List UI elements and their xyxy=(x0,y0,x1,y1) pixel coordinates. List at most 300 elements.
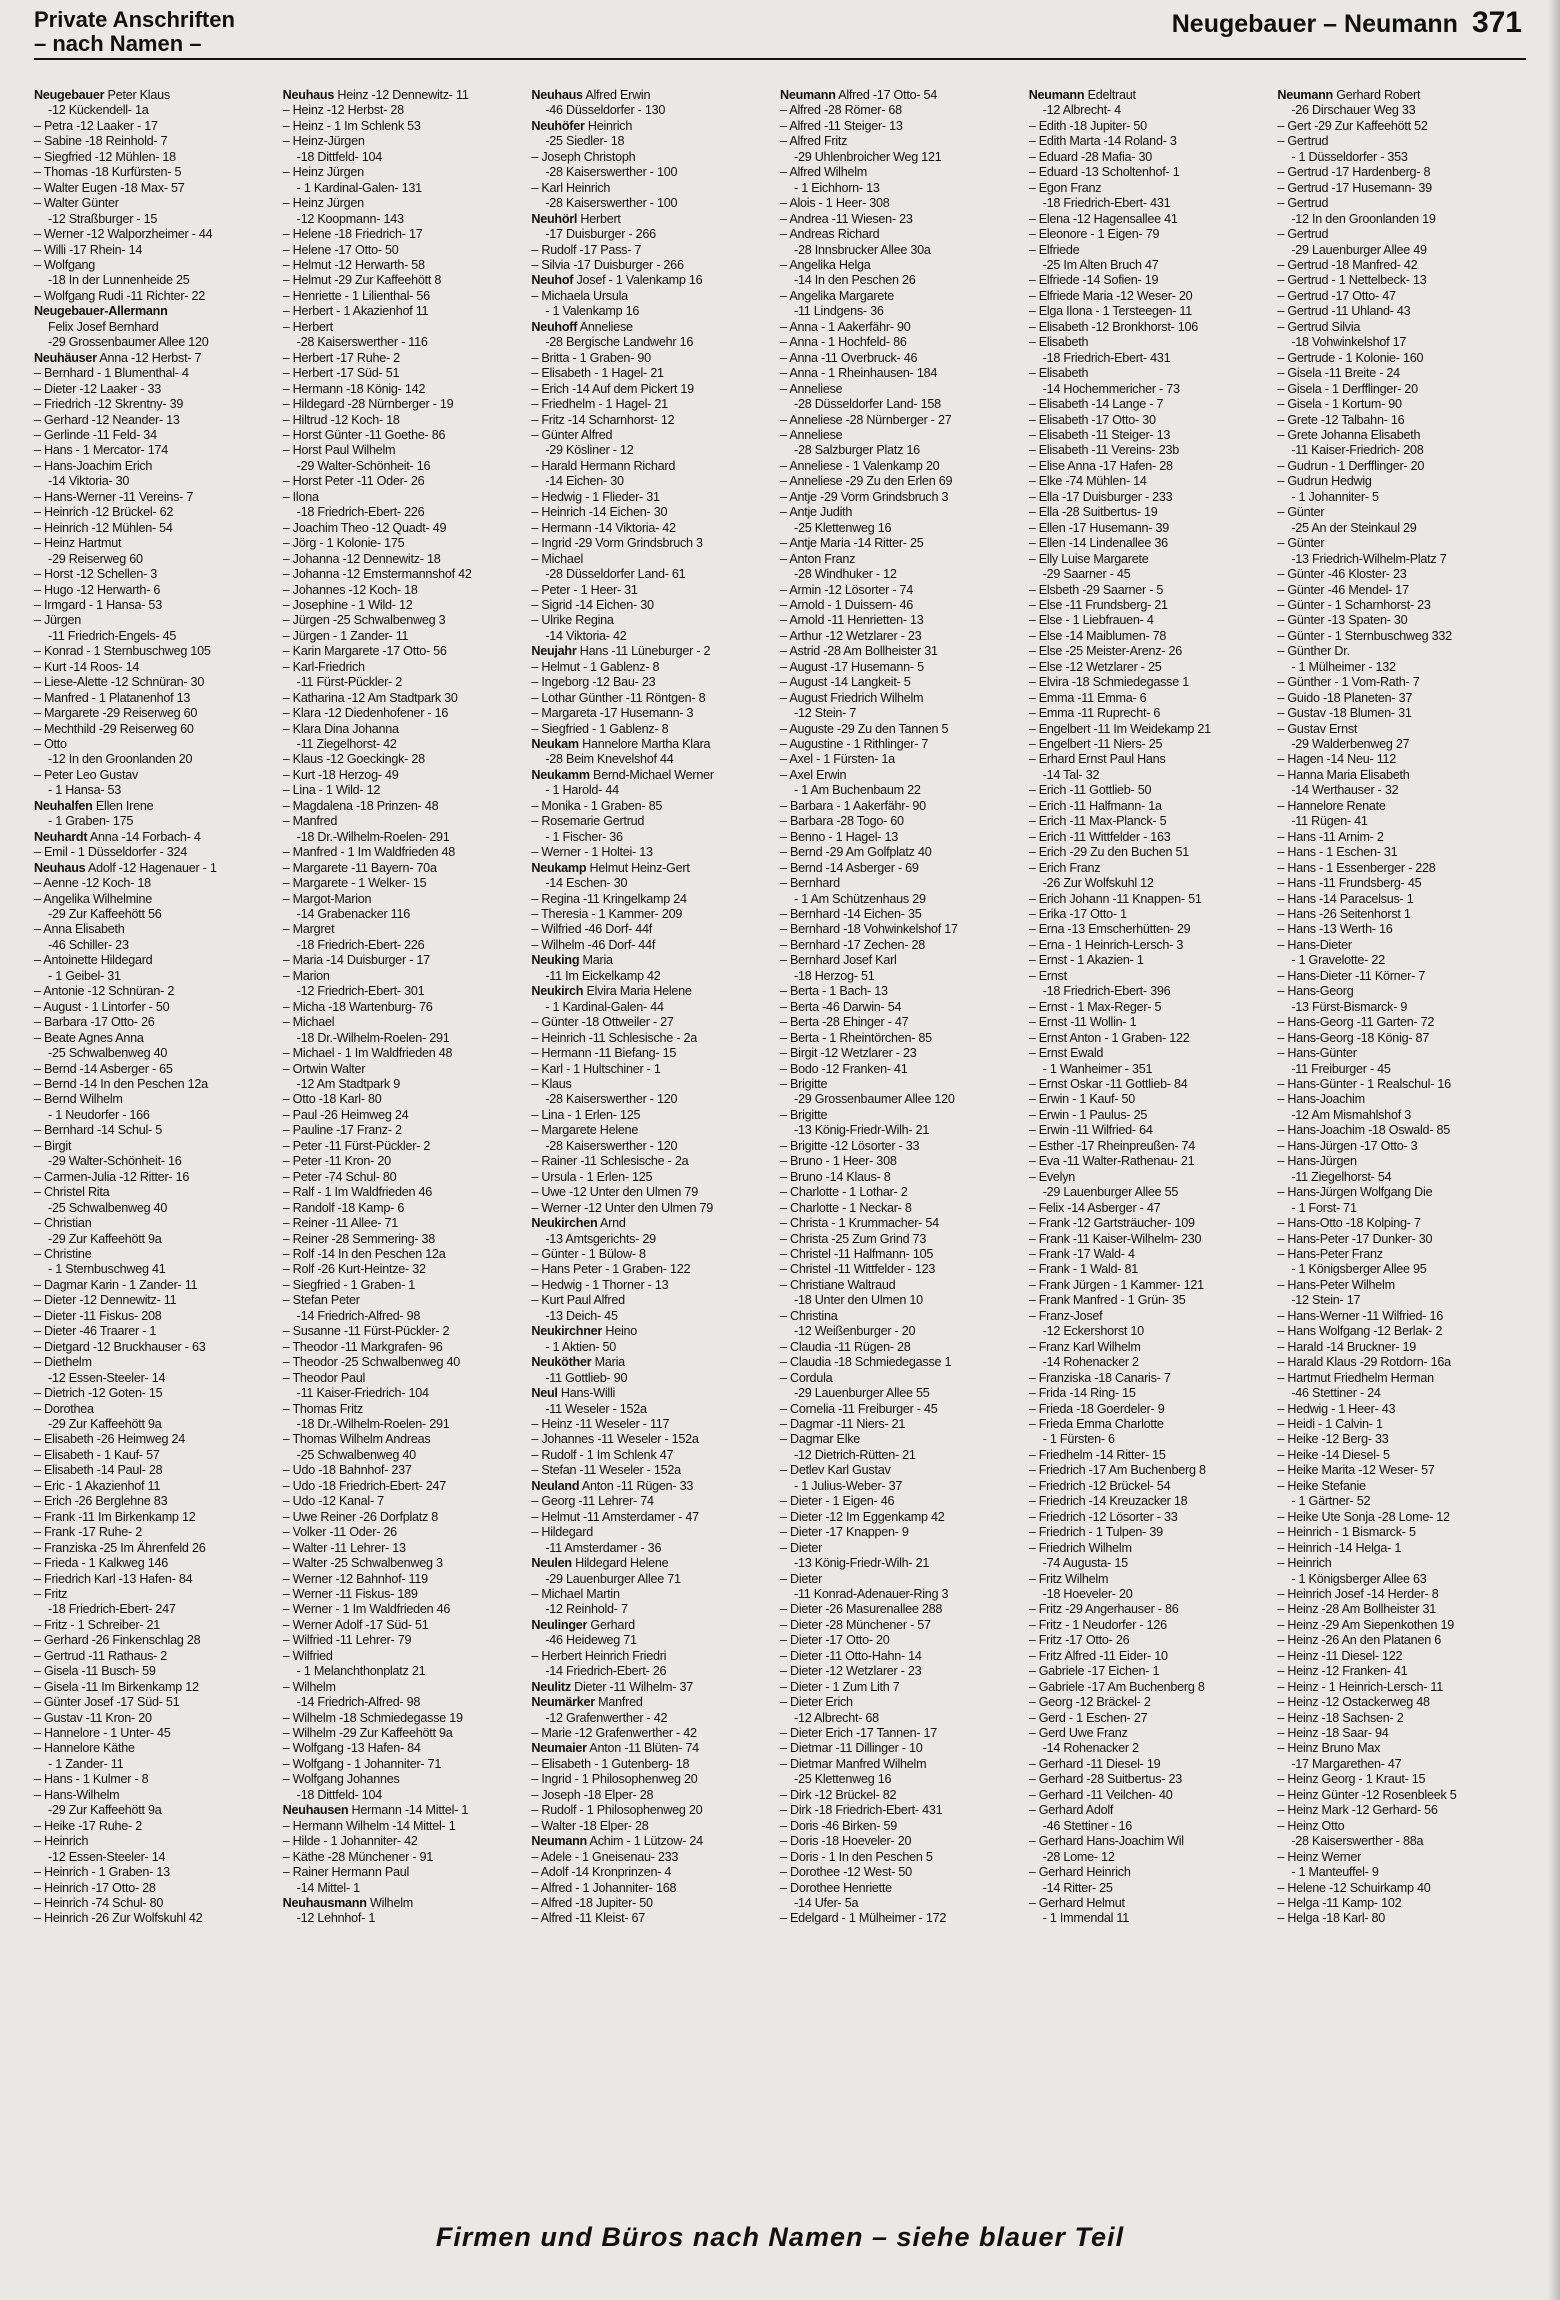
entry-text: -12 Reinhold- 7 xyxy=(545,1602,628,1617)
entry-text: – Emma -11 Emma- 6 xyxy=(1028,690,1147,705)
entry-text: – Ernst Anton - 1 Graben- 122 xyxy=(1028,1030,1190,1045)
entry-text: – Michael - 1 Im Waldfrieden 48 xyxy=(282,1046,453,1061)
directory-entry xyxy=(283,1896,530,1911)
entry-text: – Helmut -29 Zur Kaffeehött 8 xyxy=(282,273,442,288)
entry-text: -18 Friedrich-Ebert- 247 xyxy=(48,1602,176,1617)
entry-text: – Wolfgang - 1 Johanniter- 71 xyxy=(282,1756,442,1771)
entry-text: – Hans-Wilhelm xyxy=(34,1787,120,1802)
entry-text: – Irmgard - 1 Hansa- 53 xyxy=(34,597,162,612)
entry-text: Anna -14 Forbach- 4 xyxy=(87,829,201,844)
directory-entry xyxy=(1029,1432,1276,1447)
entry-text: – Ella -17 Duisburger - 233 xyxy=(1028,489,1173,504)
directory-entry xyxy=(1029,1232,1276,1247)
entry-text: – Karl Heinrich xyxy=(531,180,611,195)
entry-text: – Michael Martin xyxy=(531,1586,620,1601)
entry-text: – Ulrike Regina xyxy=(531,613,614,628)
entry-text: – Friedrich -17 Am Buchenberg 8 xyxy=(1028,1463,1206,1478)
directory-entry xyxy=(1277,103,1524,118)
directory-entry xyxy=(1277,320,1524,335)
directory-entry xyxy=(780,1309,1027,1324)
directory-entry xyxy=(1029,474,1276,489)
entry-text: -29 Zur Kaffeehött 56 xyxy=(48,907,162,922)
directory-entry xyxy=(283,953,530,968)
directory-entry xyxy=(1029,505,1276,520)
entry-text: -12 Koopmann- 143 xyxy=(296,211,404,226)
directory-entry xyxy=(531,521,778,536)
entry-text: – Michael xyxy=(282,1015,335,1030)
directory-entry xyxy=(780,459,1027,474)
directory-entry xyxy=(531,1031,778,1046)
entry-text: – Harald Klaus -29 Rotdorn- 16a xyxy=(1277,1355,1451,1370)
entry-text: Alfred -17 Otto- 54 xyxy=(835,88,938,102)
entry-text: -12 Friedrich-Ebert- 301 xyxy=(296,984,425,999)
entry-text: – Elisabeth -12 Bronkhorst- 106 xyxy=(1028,319,1199,334)
directory-entry xyxy=(531,1123,778,1138)
directory-entry xyxy=(283,1185,530,1200)
entry-text: – Otto -18 Karl- 80 xyxy=(282,1092,382,1107)
entry-text: -14 Ufer- 5a xyxy=(794,1896,859,1911)
directory-entry xyxy=(1029,181,1276,196)
entry-text: -12 Straßburger - 15 xyxy=(48,211,158,226)
entry-text: -12 Kückendell- 1a xyxy=(48,103,149,118)
directory-entry xyxy=(283,675,530,690)
entry-text: – Antje Maria -14 Ritter- 25 xyxy=(780,536,924,551)
entry-text: – Erich -11 Wittfelder - 163 xyxy=(1028,829,1171,844)
directory-entry xyxy=(283,227,530,242)
directory-entry xyxy=(531,1896,778,1911)
entry-text: – Walter -18 Elper- 28 xyxy=(531,1818,649,1833)
directory-entry xyxy=(1029,1711,1276,1726)
directory-entry xyxy=(780,1541,1027,1556)
directory-entry xyxy=(531,675,778,690)
directory-entry xyxy=(34,876,281,891)
directory-entry xyxy=(531,1262,778,1277)
entry-text: – Ingrid -29 Vorm Grindsbruch 3 xyxy=(531,536,703,551)
entry-text: – Anneliese xyxy=(780,427,843,442)
entry-text: – Franz-Josef xyxy=(1028,1308,1103,1323)
entry-text: – Barbara -17 Otto- 26 xyxy=(34,1015,155,1030)
directory-entry xyxy=(780,335,1027,350)
entry-text: – Heike Ute Sonja -28 Lome- 12 xyxy=(1277,1509,1450,1524)
entry-text: – Anna - 1 Hochfeld- 86 xyxy=(780,335,907,350)
directory-entry xyxy=(1277,134,1524,149)
entry-text: – Anna - 1 Aakerfähr- 90 xyxy=(780,319,911,334)
directory-entry xyxy=(283,1123,530,1138)
directory-entry xyxy=(780,567,1027,582)
entry-text: -14 Rohenacker 2 xyxy=(1042,1741,1139,1756)
entry-text: -14 Hochemmericher - 73 xyxy=(1042,381,1180,396)
entry-text: – Klaus xyxy=(531,1077,572,1091)
surname-headword: Neumärker xyxy=(531,1695,595,1710)
directory-entry xyxy=(531,1355,778,1370)
directory-entry xyxy=(1029,1664,1276,1679)
directory-entry xyxy=(1029,1680,1276,1695)
entry-text: – Gisela -11 Breite - 24 xyxy=(1277,366,1400,381)
entry-text: -46 Schiller- 23 xyxy=(48,937,129,952)
directory-entry xyxy=(1029,165,1276,180)
entry-text: – Astrid -28 Am Bollheister 31 xyxy=(780,644,938,659)
directory-entry xyxy=(34,969,281,984)
entry-text: – Else -11 Frundsberg- 21 xyxy=(1028,597,1168,612)
directory-entry xyxy=(1029,953,1276,968)
directory-entry xyxy=(531,830,778,845)
directory-entry xyxy=(1029,366,1276,381)
directory-entry xyxy=(1277,1015,1524,1030)
entry-text: – Augustine - 1 Rithlinger- 7 xyxy=(780,737,929,752)
directory-entry xyxy=(780,1463,1027,1478)
directory-entry xyxy=(34,1572,281,1587)
entry-text: Manfred xyxy=(594,1695,643,1710)
directory-entry xyxy=(531,1185,778,1200)
entry-text: -28 Kaiserswerther - 88a xyxy=(1291,1834,1424,1849)
entry-text: – Ella -28 Suitbertus- 19 xyxy=(1028,505,1158,520)
directory-entry xyxy=(1277,490,1524,505)
directory-entry xyxy=(780,1525,1027,1540)
entry-text: – Ingeborg -12 Bau- 23 xyxy=(531,675,656,690)
entry-text: – Reiner -11 Allee- 71 xyxy=(282,1216,399,1231)
entry-text: – Elisabeth xyxy=(1028,335,1089,350)
directory-entry xyxy=(283,1139,530,1154)
directory-entry xyxy=(1277,289,1524,304)
directory-entry xyxy=(283,1324,530,1339)
surname-headword: Neumaier xyxy=(531,1741,587,1756)
directory-entry xyxy=(1277,892,1524,907)
directory-entry xyxy=(34,88,281,103)
directory-entry xyxy=(780,876,1027,891)
directory-entry xyxy=(780,1077,1027,1092)
entry-text: – Gertrud -17 Hardenberg- 8 xyxy=(1277,165,1431,180)
entry-text: – Heinrich - 1 Graben- 13 xyxy=(34,1865,170,1880)
entry-text: – Fritz -29 Angerhauser - 86 xyxy=(1028,1602,1179,1617)
entry-text: – Elisabeth -17 Otto- 30 xyxy=(1028,412,1156,427)
entry-text: – Andrea -11 Wiesen- 23 xyxy=(780,211,913,226)
entry-text: – Dietgard -12 Bruckhauser - 63 xyxy=(34,1339,206,1354)
entry-text: - 1 Julius-Weber- 37 xyxy=(794,1478,903,1493)
directory-entry xyxy=(1277,1510,1524,1525)
directory-entry xyxy=(34,1602,281,1617)
directory-entry xyxy=(780,1000,1027,1015)
entry-text: – Heidi - 1 Calvin- 1 xyxy=(1277,1416,1383,1431)
directory-entry xyxy=(1029,1278,1276,1293)
directory-entry xyxy=(1277,830,1524,845)
directory-entry xyxy=(1029,768,1276,783)
entry-text: – Elfriede Maria -12 Weser- 20 xyxy=(1028,288,1193,303)
directory-entry xyxy=(531,150,778,165)
entry-text: – Heinz -12 Herbst- 28 xyxy=(282,103,404,118)
directory-entry xyxy=(1029,1494,1276,1509)
directory-column-5 xyxy=(1029,88,1278,2188)
directory-entry xyxy=(1029,536,1276,551)
entry-text: -18 Friedrich-Ebert- 226 xyxy=(296,937,425,952)
directory-entry xyxy=(1029,1015,1276,1030)
surname-headword: Neugebauer xyxy=(34,88,105,102)
directory-entry xyxy=(531,922,778,937)
directory-entry xyxy=(531,103,778,118)
directory-entry xyxy=(283,1262,530,1277)
directory-entry xyxy=(34,1417,281,1432)
entry-text: – Dagmar Elke xyxy=(780,1432,861,1447)
entry-text: – Günther - 1 Vom-Rath- 7 xyxy=(1277,675,1420,690)
entry-text: -18 In der Lunnenheide 25 xyxy=(48,273,190,288)
entry-text: – Elisabeth -14 Lange - 7 xyxy=(1028,397,1164,412)
entry-text: – Hans-Dieter -11 Körner- 7 xyxy=(1277,968,1426,983)
directory-entry xyxy=(531,320,778,335)
entry-text: – Katharina -12 Am Stadtpark 30 xyxy=(282,690,458,705)
directory-entry xyxy=(34,613,281,628)
entry-text: -14 Werthauser - 32 xyxy=(1291,783,1399,798)
entry-text: – Stefan -11 Weseler - 152a xyxy=(531,1463,681,1478)
entry-text: – Kurt -18 Herzog- 49 xyxy=(282,767,399,782)
directory-entry xyxy=(283,1587,530,1602)
entry-text: – Heike -12 Berg- 33 xyxy=(1277,1432,1389,1447)
directory-entry xyxy=(1277,799,1524,814)
entry-text: – Friedhelm - 1 Hagel- 21 xyxy=(531,397,668,412)
entry-text: – Anton Franz xyxy=(780,551,856,566)
entry-text: -29 Saarner - 45 xyxy=(1042,567,1131,582)
directory-entry xyxy=(34,459,281,474)
section-heading-line1: Private Anschriften xyxy=(34,7,235,32)
entry-text: – Frieda -18 Goerdeler- 9 xyxy=(1028,1401,1165,1416)
entry-text: - 1 Wanheimer - 351 xyxy=(1042,1061,1153,1076)
entry-text: – Engelbert -11 Im Weidekamp 21 xyxy=(1028,721,1211,736)
entry-text: – Konrad - 1 Sternbuschweg 105 xyxy=(34,644,211,659)
directory-entry xyxy=(1029,1216,1276,1231)
entry-text: -25 Klettenweg 16 xyxy=(794,1772,892,1787)
surname-headword: Neumann xyxy=(1277,88,1333,102)
directory-entry xyxy=(1029,1108,1276,1123)
entry-text: – Hilde - 1 Johanniter- 42 xyxy=(282,1834,418,1849)
entry-text: – Christel Rita xyxy=(34,1185,110,1200)
entry-text: -13 König-Friedr-Wilh- 21 xyxy=(794,1123,930,1138)
entry-text: – Gerhard Hans-Joachim Wil xyxy=(1028,1834,1184,1849)
directory-entry xyxy=(34,830,281,845)
entry-text: – Kurt -14 Roos- 14 xyxy=(34,659,140,674)
entry-text: - 1 Geibel- 31 xyxy=(48,968,121,983)
entry-text: – Maria -14 Duisburger - 17 xyxy=(282,953,430,968)
entry-text: – Heike -17 Ruhe- 2 xyxy=(34,1818,142,1833)
entry-text: – Helene -17 Otto- 50 xyxy=(282,242,399,257)
directory-entry xyxy=(1277,1850,1524,1865)
directory-entry xyxy=(1277,1386,1524,1401)
directory-entry xyxy=(283,474,530,489)
entry-text: -18 Friedrich-Ebert- 226 xyxy=(296,505,425,520)
directory-entry xyxy=(283,567,530,582)
directory-entry xyxy=(1277,583,1524,598)
directory-entry xyxy=(283,984,530,999)
entry-text: – Hannelore Käthe xyxy=(34,1741,135,1756)
entry-text: – Friedrich - 1 Tulpen- 39 xyxy=(1028,1525,1163,1540)
entry-text: – Carmen-Julia -12 Ritter- 16 xyxy=(34,1169,190,1184)
directory-entry xyxy=(1029,1757,1276,1772)
directory-entry xyxy=(1277,1741,1524,1756)
directory-entry xyxy=(34,1278,281,1293)
directory-entry xyxy=(531,1247,778,1262)
directory-entry xyxy=(283,660,530,675)
entry-text: – Erwin - 1 Paulus- 25 xyxy=(1028,1107,1148,1122)
entry-text: – Adele - 1 Gneisenau- 233 xyxy=(531,1849,679,1864)
directory-entry xyxy=(1029,1572,1276,1587)
directory-entry xyxy=(780,1819,1027,1834)
entry-text: – Adolf -14 Kronprinzen- 4 xyxy=(531,1865,672,1880)
directory-entry xyxy=(34,1881,281,1896)
entry-text: – Reiner -28 Semmering- 38 xyxy=(282,1231,436,1246)
directory-entry xyxy=(531,1154,778,1169)
directory-entry xyxy=(283,1293,530,1308)
directory-entry xyxy=(283,969,530,984)
directory-entry xyxy=(531,1741,778,1756)
entry-text: – Heinz -11 Diesel- 122 xyxy=(1277,1648,1403,1663)
entry-text: – Hans-Peter Franz xyxy=(1277,1246,1383,1261)
directory-entry xyxy=(1029,845,1276,860)
directory-entry xyxy=(1029,150,1276,165)
entry-text: – Cordula xyxy=(780,1370,833,1385)
entry-text: – Bruno -14 Klaus- 8 xyxy=(780,1169,891,1184)
entry-text: – Alfred -18 Jupiter- 50 xyxy=(531,1896,653,1911)
entry-text: – Wilfried -46 Dorf- 44f xyxy=(531,922,653,937)
entry-text: – Siegfried - 1 Graben- 1 xyxy=(282,1277,416,1292)
entry-text: – Gustav Ernst xyxy=(1277,721,1358,736)
directory-entry xyxy=(34,382,281,397)
directory-entry xyxy=(283,1278,530,1293)
entry-text: – Heinz -11 Weseler - 117 xyxy=(531,1416,670,1431)
directory-entry xyxy=(283,629,530,644)
entry-text: Hans-Willi xyxy=(557,1386,616,1401)
directory-entry xyxy=(34,1803,281,1818)
entry-text: – Edith Marta -14 Roland- 3 xyxy=(1028,134,1177,149)
entry-text: – Edith -18 Jupiter- 50 xyxy=(1028,118,1147,133)
entry-text: - 1 Zander- 11 xyxy=(48,1756,124,1771)
entry-text: – August Friedrich Wilhelm xyxy=(780,690,924,705)
directory-entry xyxy=(531,1278,778,1293)
directory-entry xyxy=(780,938,1027,953)
directory-entry xyxy=(1029,1139,1276,1154)
directory-entry xyxy=(780,752,1027,767)
entry-text: – Jürgen -25 Schwalbenweg 3 xyxy=(282,613,446,628)
entry-text: – Gertrud -11 Uhland- 43 xyxy=(1277,304,1411,319)
entry-text: – Dieter -46 Traarer - 1 xyxy=(34,1324,157,1339)
entry-text: – Frank - 1 Wald- 81 xyxy=(1028,1262,1139,1277)
entry-text: - 1 Gärtner- 52 xyxy=(1291,1494,1371,1509)
directory-entry xyxy=(1277,1803,1524,1818)
entry-text: – Barbara -28 Togo- 60 xyxy=(780,814,904,829)
directory-entry xyxy=(1029,103,1276,118)
surname-headword: Neuhausmann xyxy=(282,1896,367,1911)
directory-entry xyxy=(34,227,281,242)
directory-entry xyxy=(283,181,530,196)
entry-text: – Hermann Wilhelm -14 Mittel- 1 xyxy=(282,1818,456,1833)
entry-text: – Gerhard -12 Neander- 13 xyxy=(34,412,180,427)
entry-text: – Erich Johann -11 Knappen- 51 xyxy=(1028,891,1202,906)
entry-text: – Christa - 1 Krummacher- 54 xyxy=(780,1216,939,1231)
entry-text: – Harald -14 Bruckner- 19 xyxy=(1277,1339,1417,1354)
directory-entry xyxy=(1277,1680,1524,1695)
directory-entry xyxy=(1277,691,1524,706)
entry-text: – Dieter -12 Dennewitz- 11 xyxy=(34,1293,177,1308)
entry-text: -14 Rohenacker 2 xyxy=(1042,1355,1139,1370)
directory-entry xyxy=(780,598,1027,613)
entry-text: -12 Stein- 7 xyxy=(794,706,857,721)
entry-text: – Hans - 1 Essenberger - 228 xyxy=(1277,860,1436,875)
directory-entry xyxy=(1029,88,1276,103)
entry-text: -25 Schwalbenweg 40 xyxy=(296,1447,416,1462)
entry-text: – Heinz -18 Saar- 94 xyxy=(1277,1726,1389,1741)
entry-text: – Peter - 1 Heer- 31 xyxy=(531,582,638,597)
entry-text: – Emma -11 Ruprecht- 6 xyxy=(1028,706,1161,721)
entry-text: – August -14 Langkeit- 5 xyxy=(780,675,911,690)
entry-text: – Brigitte xyxy=(780,1077,828,1091)
directory-entry xyxy=(34,335,281,350)
directory-entry xyxy=(1029,1819,1276,1834)
directory-entry xyxy=(1277,1247,1524,1262)
directory-entry xyxy=(1277,1154,1524,1169)
directory-entry xyxy=(34,1201,281,1216)
directory-entry xyxy=(34,722,281,737)
directory-entry xyxy=(780,382,1027,397)
entry-text: -29 Zur Kaffeehött 9a xyxy=(48,1803,162,1818)
entry-text: -29 Walter-Schönheit- 16 xyxy=(48,1154,182,1169)
entry-text: – Dieter -11 Otto-Hahn- 14 xyxy=(780,1648,922,1663)
directory-entry xyxy=(283,196,530,211)
entry-text: – Hiltrud -12 Koch- 18 xyxy=(282,412,400,427)
entry-text: – Friedrich -12 Brückel- 54 xyxy=(1028,1478,1171,1493)
entry-text: – Franziska -25 Im Ährenfeld 26 xyxy=(34,1540,206,1555)
directory-entry xyxy=(34,273,281,288)
entry-text: -26 Dirschauer Weg 33 xyxy=(1291,103,1416,118)
directory-entry xyxy=(34,1510,281,1525)
directory-entry xyxy=(1277,722,1524,737)
entry-text: – Hildegard -28 Nürnberger - 19 xyxy=(282,397,454,412)
directory-entry xyxy=(1277,1834,1524,1849)
entry-text: – Frank Manfred - 1 Grün- 35 xyxy=(1028,1293,1186,1308)
directory-entry xyxy=(780,1448,1027,1463)
entry-text: – Hans-Joachim -18 Oswald- 85 xyxy=(1277,1123,1450,1138)
entry-text: – Hans-Günter - 1 Realschul- 16 xyxy=(1277,1077,1451,1091)
entry-text: -28 Innsbrucker Allee 30a xyxy=(794,242,931,257)
directory-entry xyxy=(780,1154,1027,1169)
entry-text: -13 Deich- 45 xyxy=(545,1308,618,1323)
directory-entry xyxy=(1277,1309,1524,1324)
entry-text: – Margarete -11 Bayern- 70a xyxy=(282,860,437,875)
directory-entry xyxy=(1277,1278,1524,1293)
entry-text: – Dieter -11 Fiskus- 208 xyxy=(34,1308,162,1323)
entry-text: – Margret xyxy=(282,922,335,937)
directory-entry xyxy=(1029,861,1276,876)
directory-entry xyxy=(1029,1340,1276,1355)
directory-entry xyxy=(1029,1000,1276,1015)
directory-entry xyxy=(1277,629,1524,644)
directory-entry xyxy=(780,1031,1027,1046)
directory-entry xyxy=(531,984,778,999)
directory-entry xyxy=(1277,907,1524,922)
directory-entry xyxy=(34,134,281,149)
entry-text: -46 Stettiner - 16 xyxy=(1042,1818,1132,1833)
directory-entry xyxy=(1029,397,1276,412)
entry-text: – Hans -11 Arnim- 2 xyxy=(1277,829,1384,844)
entry-text: – Lina - 1 Wild- 12 xyxy=(282,783,381,798)
entry-text: – Theodor Paul xyxy=(282,1370,366,1385)
directory-entry xyxy=(1029,1741,1276,1756)
footer-note: Firmen und Büros nach Namen – siehe blauer Teil xyxy=(435,2222,1125,2252)
entry-text: -17 Duisburger - 266 xyxy=(545,227,656,242)
entry-text: – Christiane Waltraud xyxy=(780,1277,896,1292)
entry-text: -13 Fürst-Bismarck- 9 xyxy=(1291,999,1408,1014)
directory-entry xyxy=(1029,1510,1276,1525)
directory-entry xyxy=(283,752,530,767)
directory-entry xyxy=(283,644,530,659)
directory-entry xyxy=(1029,1046,1276,1061)
surname-headword: Neuhaus xyxy=(531,88,583,102)
directory-entry xyxy=(1277,1726,1524,1741)
